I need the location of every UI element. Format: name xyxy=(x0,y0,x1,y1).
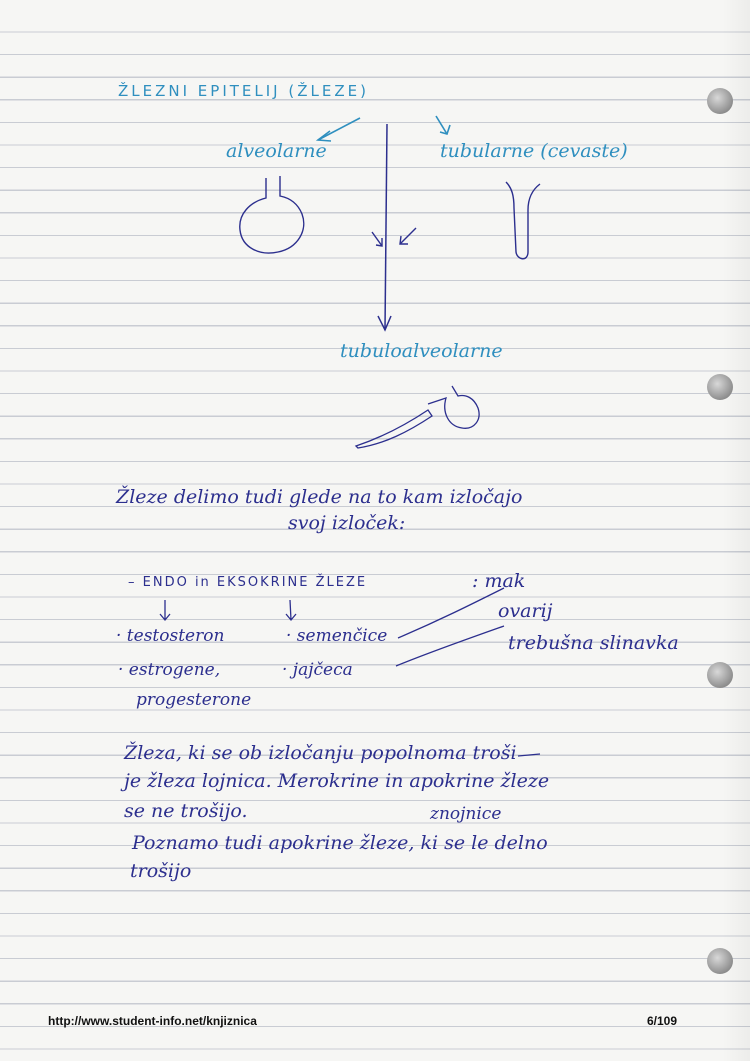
punch-hole xyxy=(707,662,733,688)
note-line-2: svoj izloček: xyxy=(288,512,406,534)
right-item-pancreas: trebušna slinavka xyxy=(508,632,679,654)
label-alveolar: alveolarne xyxy=(226,140,327,162)
punch-hole xyxy=(707,88,733,114)
paragraph-1-line-2: je žleza lojnica. Merokrine in apokrine žleze xyxy=(124,770,550,792)
note-line-1: Žleze delimo tudi glede na to kam izločajo xyxy=(116,486,523,508)
right-item-ovarij: ovarij xyxy=(498,600,553,622)
paragraph-1-line-1: Žleza, ki se ob izločanju popolnoma troši xyxy=(124,742,517,764)
endo-exo-heading: – ENDO in EKSOKRINE ŽLEZE xyxy=(128,575,368,590)
diagram-title: ŽLEZNI EPITELIJ (ŽLEZE) xyxy=(118,82,369,100)
label-tubular: tubularne (cevaste) xyxy=(440,140,628,162)
left-item-estrogene: · estrogene, xyxy=(118,660,221,680)
right-item-mak: : mak xyxy=(472,570,526,592)
footer-url: http://www.student-info.net/knjiznica xyxy=(48,1014,257,1028)
inserted-word-znojnice: znojnice xyxy=(430,804,502,824)
left-item-testosteron: · testosteron xyxy=(116,626,225,646)
left-item-progesterone: progesterone xyxy=(136,690,252,710)
paragraph-2-line-2: trošijo xyxy=(130,860,192,882)
punch-hole xyxy=(707,948,733,974)
paragraph-1-line-3: se ne trošijo. xyxy=(124,800,248,822)
label-tubuloalveolar: tubuloalveolarne xyxy=(340,340,503,362)
page-number: 6/109 xyxy=(647,1014,678,1028)
mid-item-jajceca: · jajčeca xyxy=(282,660,353,680)
mid-item-semencice: · semenčice xyxy=(286,626,388,646)
paper-edge-shade xyxy=(722,0,750,1061)
punch-hole xyxy=(707,374,733,400)
paragraph-2-line-1: Poznamo tudi apokrine žleze, ki se le delno xyxy=(132,832,548,854)
